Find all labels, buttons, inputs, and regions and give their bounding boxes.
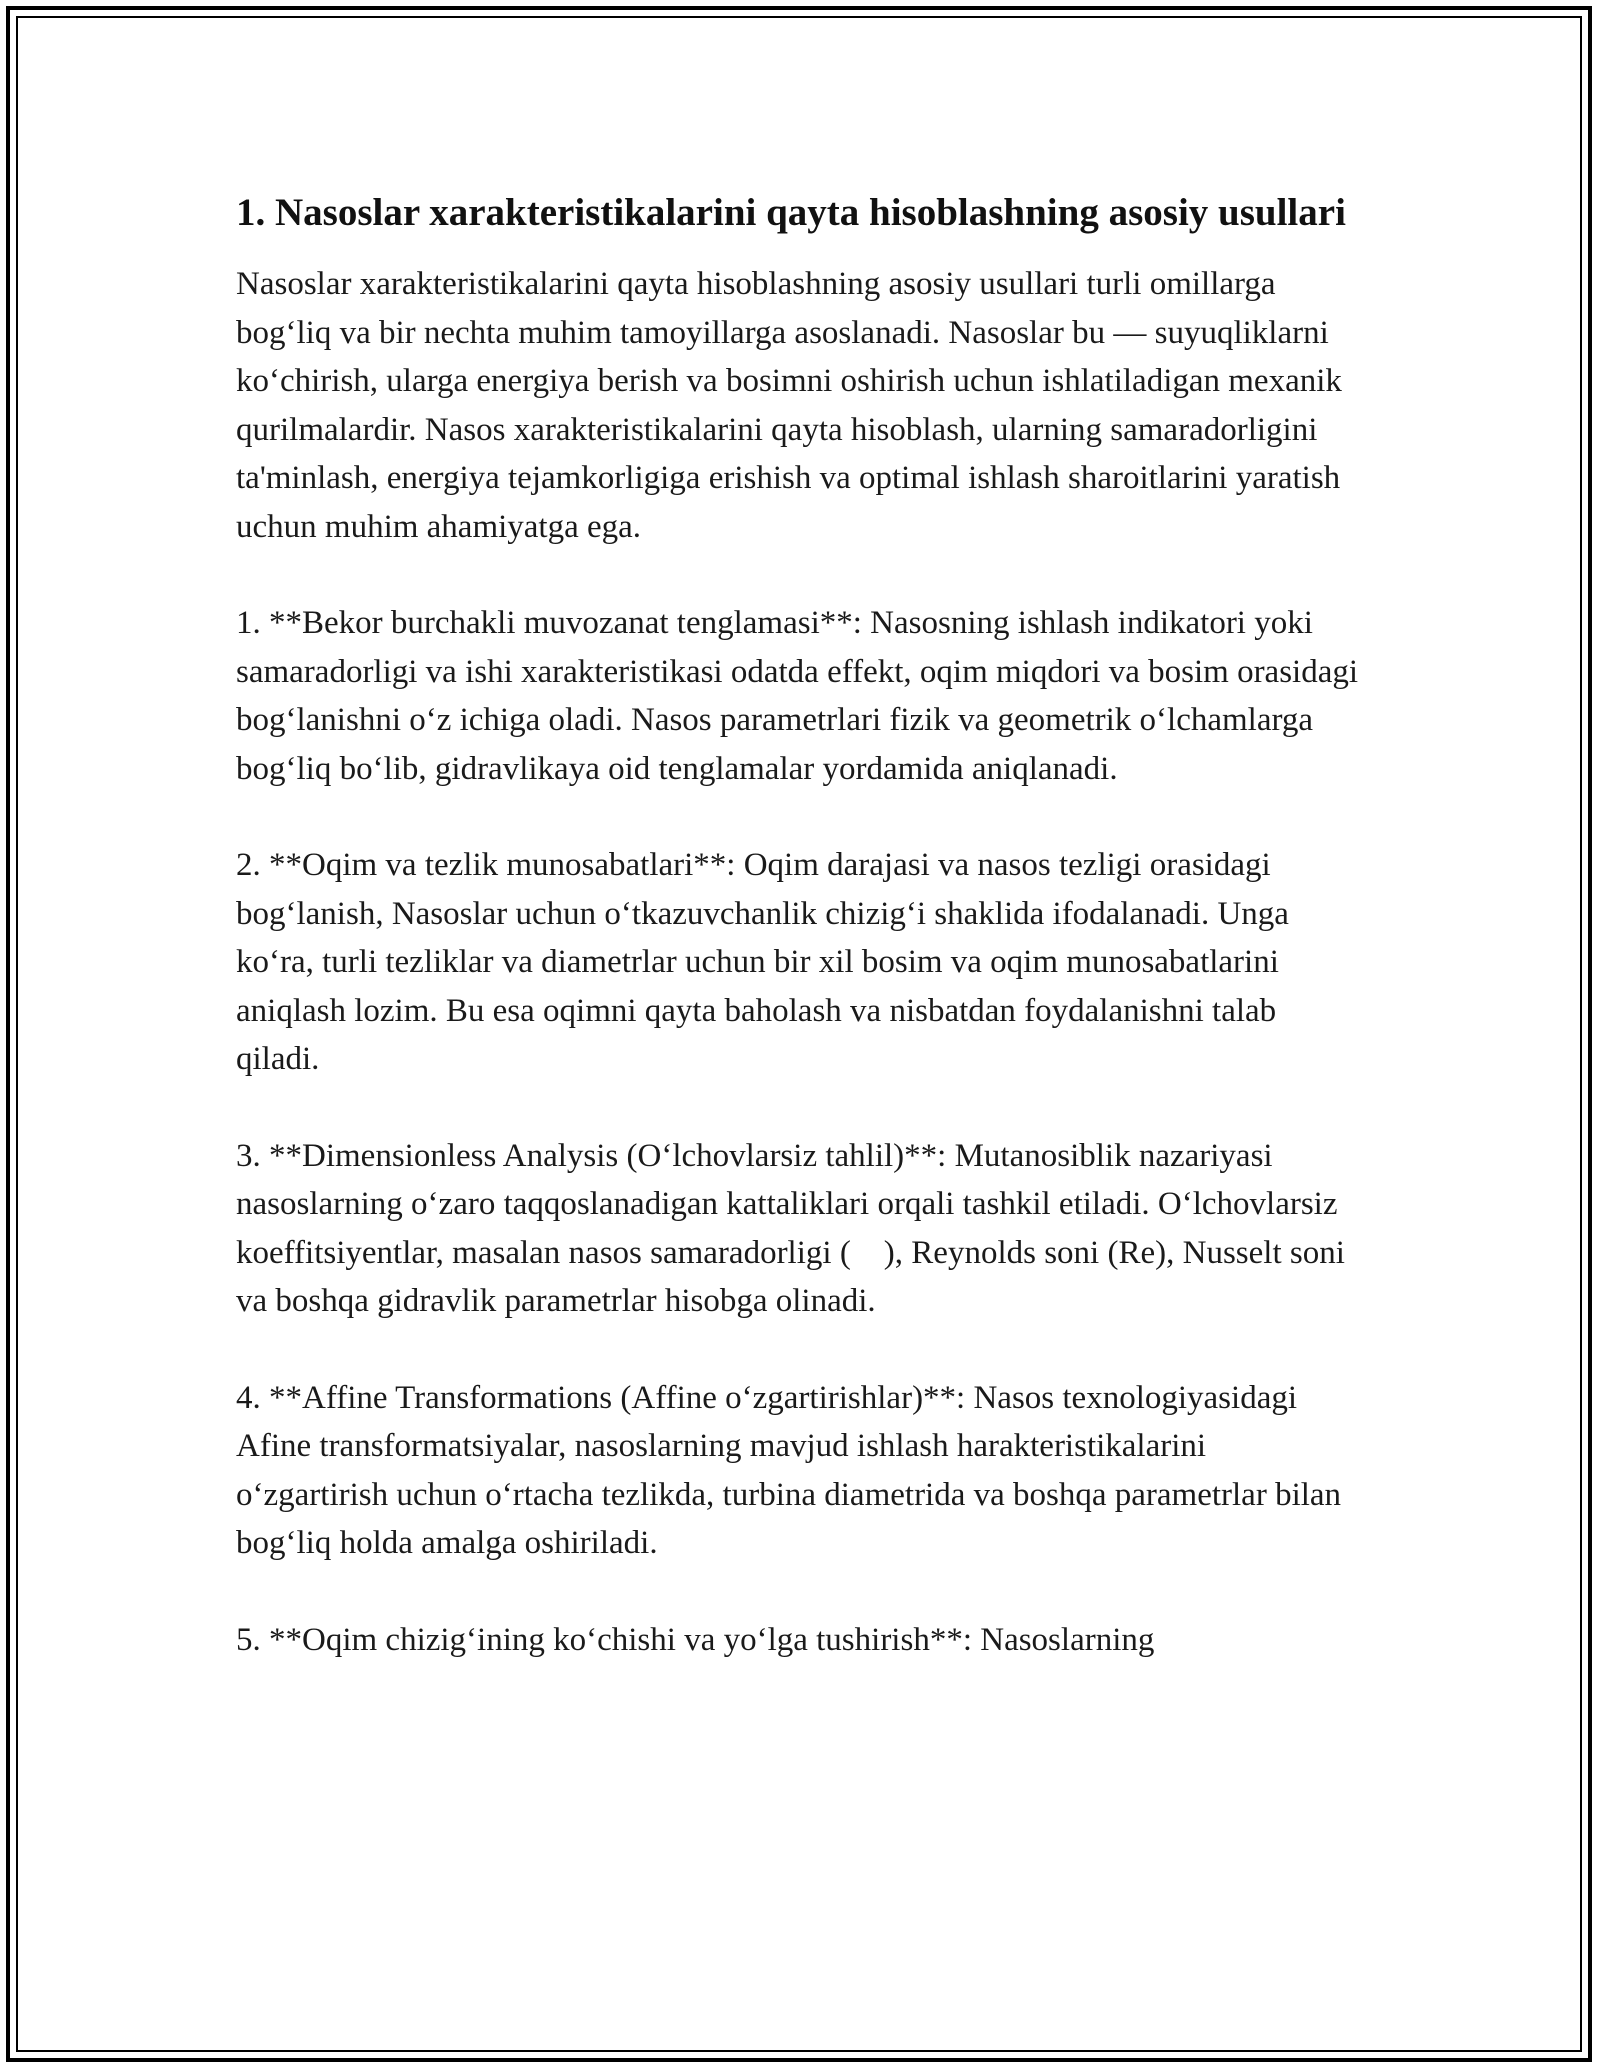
list-item-4: 4. **Affine Transformations (Affine o‘zgartirishlar)**: Nasos texnologiyasidagi Afine transformatsiyalar, nasoslarning mavjud ishlash harakteristikalarini o‘zgartirish uchun o‘rtacha tezlikda, turbina diametrida va boshqa parametrlar bilan bog‘liq holda amalga oshiriladi. <box>236 1379 1342 1561</box>
document-body <box>236 186 1366 1712</box>
list-item-1: 1. **Bekor burchakli muvozanat tenglamasi**: Nasosning ishlash indikatori yoki samaradorligi va ishi xarakteristikasi odatda effekt, oqim miqdori va bosim orasidagi bog‘lanishni o‘z ichiga oladi. Nasos parametrlari fizik va geometrik o‘lchamlarga bog‘liq bo‘lib, gidravlikaya oid tenglamalar yordamida aniqlanadi. <box>236 605 1359 787</box>
list-item-2: 2. **Oqim va tezlik munosabatlari**: Oqim darajasi va nasos tezligi orasidagi bog‘lanish, Nasoslar uchun o‘tkazuvchanlik chizig‘i shaklida ifodalanadi. Unga ko‘ra, turli tezliklar va diametrlar uchun bir xil bosim va oqim munosabatlarini aniqlash lozim. Bu esa oqimni qayta baholash va nisbatdan foydalanishni talab qiladi. <box>236 847 1289 1077</box>
list-item-5: 5. **Oqim chizig‘ining ko‘chishi va yo‘lga tushirish**: Nasoslarning <box>236 1621 1155 1658</box>
list-item-3: 3. **Dimensionless Analysis (O‘lchovlarsiz tahlil)**: Mutanosiblik nazariyasi nasoslarning o‘zaro taqqoslanadigan kattaliklari orqali tashkil etiladi. O‘lchovlarsiz koeffitsiyentlar, masalan nasos samaradorligi ( ), Reynolds soni (Re), Nusselt soni va boshqa gidravlik parametrlar hisobga olinadi. <box>236 1137 1354 1319</box>
document-title: 1. Nasoslar xarakteristikalarini qayta hisoblashning asosiy usullari <box>236 191 1346 234</box>
intro-paragraph: Nasoslar xarakteristikalarini qayta hisoblashning asosiy usullari turli omillarga bog‘liq va bir nechta muhim tamoyillarga asoslanadi. Nasoslar bu — suyuqliklarni ko‘chirish, ularga energiya berish va bosimni oshirish uchun ishlatiladigan mexanik qurilmalardir. Nasos xarakteristikalarini qayta hisoblash, ularning samaradorligini ta'minlash, energiya tejamkorligiga erishish va optimal ishlash sharoitlarini yaratish uchun muhim ahamiyatga ega. <box>236 266 1342 545</box>
